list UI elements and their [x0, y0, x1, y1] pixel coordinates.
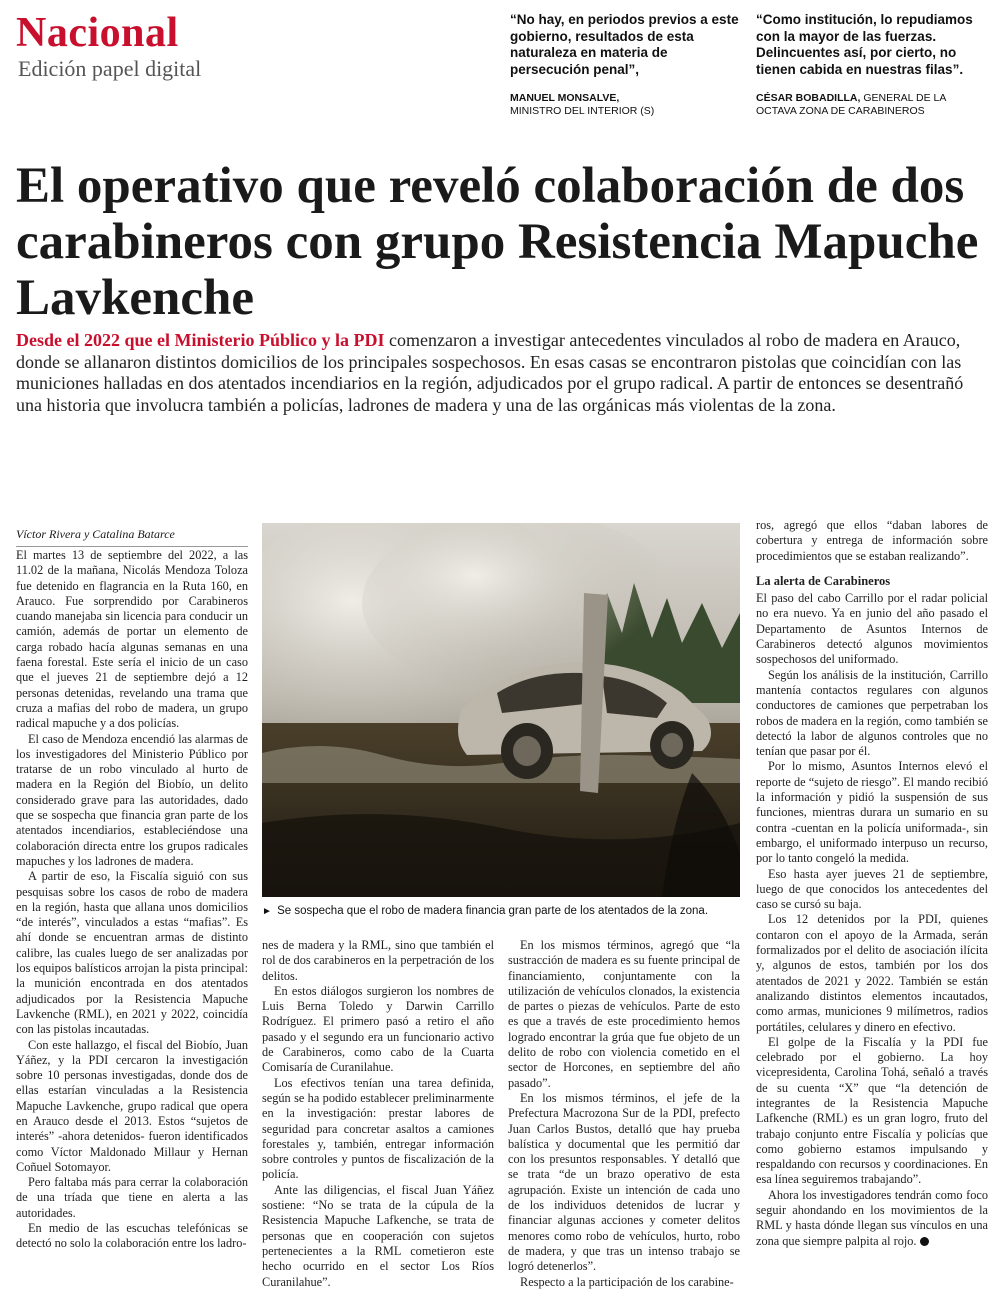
- paragraph: Eso hasta ayer jueves 21 de septiembre, luego de que conocidos los antecedentes del caso se cursó su baja.: [756, 866, 988, 912]
- pull-quote-monsalve: [510, 12, 740, 118]
- paragraph: Pero faltaba más para cerrar la colaboración de una tríada que tiene en alerta a las autoridades.: [16, 1175, 248, 1220]
- lead-paragraph: [16, 330, 976, 416]
- burned-car-photo: [262, 523, 740, 897]
- article-column-4: [756, 518, 988, 1249]
- paragraph: Por lo mismo, Asuntos Internos elevó el reporte de “sujeto de riesgo”. El mando recibió la información y pidió la suspensión de sus funciones, mientras durara un sumario en su contra -cuentan en la policía uniformada-, sin embargo, el uniformado interpuso un recurso, por lo tanto congeló la medida.: [756, 759, 988, 866]
- quote-attribution: [756, 92, 986, 118]
- paragraph: Con este hallazgo, el fiscal del Biobío, Juan Yáñez, y la PDI cercaron la investigación sobre 10 personas investigadas, donde dos de ellas estarían vinculadas a la Resistencia Mapuche Lavkenche, grupo radical que opera en Arauco desde el 2013. Estos “sujetos de interés” -ahora detenidos- fueron identificados como Víctor Maldonado Millaur y Hernan Coñuel Sotomayor.: [16, 1037, 248, 1174]
- article-column-1: [16, 548, 248, 1252]
- section-title: Nacional: [16, 10, 179, 56]
- paragraph: El martes 13 de septiembre del 2022, a las 11.02 de la mañana, Nicolás Mendoza Toloza fue detenido en flagrancia en la Ruta 160, en Arauco. Fue sorprendido por Carabineros cuando manejaba sin licencia para conducir un camión, además de portar un elemento de carga robado hacía algunas semanas en una faena forestal. Este sería el inicio de un caso que el jueves 21 de septiembre dejó a 12 personas detenidas, revelando una trama que cruza a mafias del robo de madera, un grupo radical mapuche y a dos policías.: [16, 548, 248, 731]
- paragraph: Ante las diligencias, el fiscal Juan Yáñez sostiene: “No se trata de la cúpula de la Resistencia Mapuche Lafkenche, se trata de personas que en cooperación con sujetos pertenecientes a la RML cometieron este hecho ocurrido en el sector Los Ríos Curanilahue”.: [262, 1182, 494, 1289]
- paragraph: En los mismos términos, el jefe de la Prefectura Macrozona Sur de la PDI, prefecto Juan Carlos Bustos, detalló que hay prueba balística y documental que les permitió dar con los presuntos responsables. Y detalló que se trata “de un brazo operativo de esta agrupación. Existe un intención de cada uno de los individuos detenidos de lucrar y financiar algunas acciones y cometer delitos menores como robo de vehículos, hurto, robo de madera, y que tras un intenso trabajo se logró detenerlos”.: [508, 1090, 740, 1274]
- paragraph: En los mismos términos, agregó que “la sustracción de madera es su fuente principal de financiamiento, conjuntamente con la utilización de vehículos clonados, la existencia de partes o piezas de vehículos. Parte de esto es que a través de este procedimiento hemos logrado encontrar la grúa que fue objeto de un delito de robo con violencia cometido en el sector de Horcones, en septiembre del año pasado”.: [508, 938, 740, 1090]
- paragraph: A partir de eso, la Fiscalía siguió con sus pesquisas sobre los casos de robo de madera en la región, hasta que allana unos domicilios “de interés”, vinculados a estas “mafias”. Es ahí donde se encuentran armas de distinto calibre, las cuales luego de ser analizadas por los equipos balísticos arrojan la pista principal: la munición encontrada en dos atentados adjudicados por la Resistencia Mapuche Lavkenche (RML), en 2021 y 2022, coincidía con las pistolas incautadas.: [16, 869, 248, 1037]
- paragraph-text: Ahora los investigadores tendrán como foco seguir ahondando en los movimientos de la RML y hasta dónde llegan sus vínculos en una zona que siempre palpita al rojo.: [756, 1187, 988, 1248]
- paragraph: El paso del cabo Carrillo por el radar policial no era nuevo. Ya en junio del año pasado el Departamento de Asuntos Internos de Carabineros detectó algunos movimientos sospechosos del uniformado.: [756, 591, 988, 667]
- paragraph: ros, agregó que ellos “daban labores de cobertura y entrega de información sobre procedimientos que se estaban realizando”.: [756, 518, 988, 563]
- paragraph: En medio de las escuchas telefónicas se detectó no solo la colaboración entre los ladro-: [16, 1221, 248, 1251]
- paragraph-final: [756, 1188, 988, 1249]
- quote-attribution: [510, 92, 740, 118]
- subheading: La alerta de Carabineros: [756, 573, 891, 588]
- caption-text: Se sospecha que el robo de madera financia gran parte de los atentados de la zona.: [277, 905, 709, 917]
- quote-role: MINISTRO DEL INTERIOR (S): [510, 105, 655, 117]
- pull-quote-bobadilla: [756, 12, 986, 118]
- quote-author: CÉSAR BOBADILLA,: [756, 92, 861, 104]
- byline: Víctor Rivera y Catalina Batarce: [16, 527, 248, 547]
- paragraph: Los 12 detenidos por la PDI, quienes contaron con el apoyo de la Armada, serán formalizados por el delito de asociación ilícita y, algunos de estos, también por los dos atentados de 2021 y 2022. También se están analizando distintos elementos incautados, como armas, municiones 9 milímetros, radios portátiles, celulares y dinero en efectivo.: [756, 912, 988, 1034]
- paragraph: Según los análisis de la institución, Carrillo mantenía contactos regulares con algunos conductores de camiones que perpetraban los robos de madera en la región, como también se detectó la labor de algunos controles que no tenían que pasar por él.: [756, 667, 988, 759]
- paragraph: Respecto a la participación de los carabine-: [520, 1274, 734, 1289]
- quote-text: “Como institución, lo repudiamos con la mayor de las fuerzas. Delincuentes así, por cierto, no tienen cabida en nuestras filas”.: [756, 12, 973, 77]
- lead-text: comenzaron a investigar antecedentes vinculados al robo de madera en Arauco, donde se allanaron distintos domicilios de los principales sospechosos. En esas casas se encontraron pistolas que coincidían con las municiones halladas en dos atentados incendiarios en la región, adjudicados por el grupo radical. A partir de entonces se desentrañó una historia que involucra también a policías, ladrones de madera y una de las orgánicas más violentas de la zona.: [16, 330, 964, 415]
- article-column-3: [508, 938, 740, 1290]
- paragraph: nes de madera y la RML, sino que también el rol de dos carabineros en la perpetración de los delitos.: [262, 938, 494, 983]
- paragraph: Los efectivos tenían una tarea definida, según se ha podido establecer preliminarmente en la investigación: prestar labores de seguridad para concretar asaltos a camiones forestales y, también, entregar información sobre controles y puntos de fiscalización de la policía.: [262, 1075, 494, 1182]
- quote-author: MANUEL MONSALVE,: [510, 92, 620, 104]
- headline: El operativo que reveló colaboración de dos carabineros con grupo Resistencia Mapuche Lavkenche: [16, 158, 979, 326]
- article-column-2: [262, 938, 494, 1290]
- photo-caption: [262, 904, 740, 919]
- caption-arrow-icon: ►: [262, 906, 272, 917]
- quote-text: “No hay, en periodos previos a este gobierno, resultados de esta naturaleza en materia de persecución penal”,: [510, 12, 739, 77]
- paragraph: En estos diálogos surgieron los nombres de Luis Berna Toledo y Darwin Carrillo Rodríguez. El primero pasó a retiro el año pasado y el segundo era un funcionario activo de Carabineros, como cabo de la Cuarta Comisaría de Curanilahue.: [262, 983, 494, 1075]
- lead-highlight: Desde el 2022 que el Ministerio Público y la PDI: [16, 330, 385, 350]
- quote-role: GENERAL DE LA OCTAVA ZONA DE CARABINEROS: [756, 92, 946, 117]
- paragraph: El caso de Mendoza encendió las alarmas de los investigadores del Ministerio Público por tratarse de un robo vinculado al hurto de madera en la Región del Biobío, un delito considerado grave para las autoridades, dado que se sospecha que financia gran parte de los atentados incendiarios, estableciéndose una colaboración directa entre los grupos radicales mapuches y los ladrones de madera.: [16, 731, 248, 868]
- end-mark-icon: [920, 1237, 929, 1246]
- paragraph: El golpe de la Fiscalía y la PDI fue celebrado por el gobierno. La hoy vicepresidenta, Carolina Tohá, señaló a través de su cuenta “X” que “la detención de integrantes de la Resistencia Mapuche Lafkenche (RML) es un gran logro, fruto del trabajo conjunto entre Fiscalía y policías que como gobierno estamos impulsando y respaldando con recursos y coordinaciones. En esa línea seguiremos trabajando”.: [756, 1034, 988, 1187]
- section-subtitle: Edición papel digital: [18, 56, 202, 81]
